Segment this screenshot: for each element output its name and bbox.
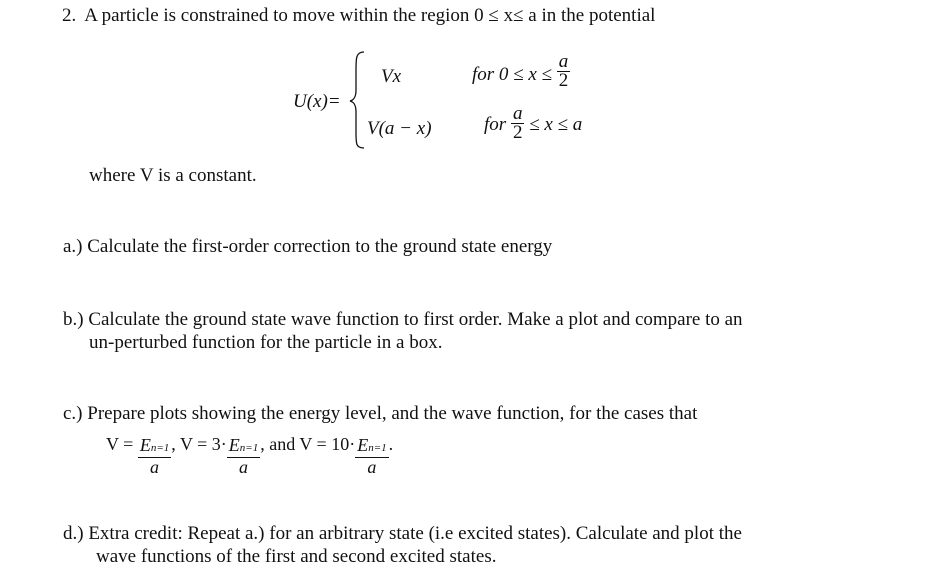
part-c-line1: c.) Prepare plots showing the energy level, and the wave function, for the cases that: [63, 403, 698, 424]
potential-lhs: U(x)=: [293, 91, 341, 112]
case1-fraction: [557, 51, 571, 91]
part-d-line1: d.) Extra credit: Repeat a.) for an arbitrary state (i.e excited states). Calculate and plot the: [63, 523, 742, 544]
fraction-3: $\frac{En=1}{a}$: [357, 435, 387, 477]
case2-frac-num: a: [512, 103, 523, 124]
part-d-line2: wave functions of the first and second excited states.: [96, 546, 497, 567]
where-text: where V is a constant.: [89, 165, 257, 186]
case1-frac-den: 2: [558, 70, 569, 91]
case1-expression: Vx: [381, 66, 402, 87]
case2-cond-suffix: ≤ x ≤ a: [529, 113, 583, 135]
case2-condition: [484, 103, 583, 143]
fraction-1: $\frac{En=1}{a}$: [139, 435, 170, 477]
part-a: a.) Calculate the first-order correction to the ground state energy: [63, 236, 553, 257]
separator-1: , V = 3·: [171, 434, 227, 455]
problem-intro: [62, 5, 655, 27]
case2-fraction: [511, 103, 525, 143]
separator-2: , and V = 10·: [260, 434, 356, 455]
fraction-2: $\frac{En=1}{a}$: [228, 435, 259, 477]
part-b-line1: b.) Calculate the ground state wave function to first order. Make a plot and compare to an: [63, 309, 743, 330]
case2-frac-den: 2: [512, 122, 523, 143]
v-equals: V =: [106, 434, 134, 455]
case1-condition: [472, 51, 570, 93]
case1-frac-num: a: [558, 51, 569, 72]
case2-cond-prefix: for: [484, 113, 507, 135]
problem-number: 2.: [62, 5, 77, 26]
math-end: .: [388, 434, 394, 455]
part-c-math: [106, 427, 394, 477]
problem-intro-text: A particle is constrained to move within the region 0 ≤ x≤ a in the potential: [84, 5, 656, 26]
case2-expression: V(a − x): [367, 118, 432, 139]
case1-cond-prefix: for 0 ≤ x ≤: [472, 63, 552, 85]
part-b-line2: un-perturbed function for the particle in a box.: [89, 332, 443, 353]
left-brace-icon: [348, 50, 368, 150]
